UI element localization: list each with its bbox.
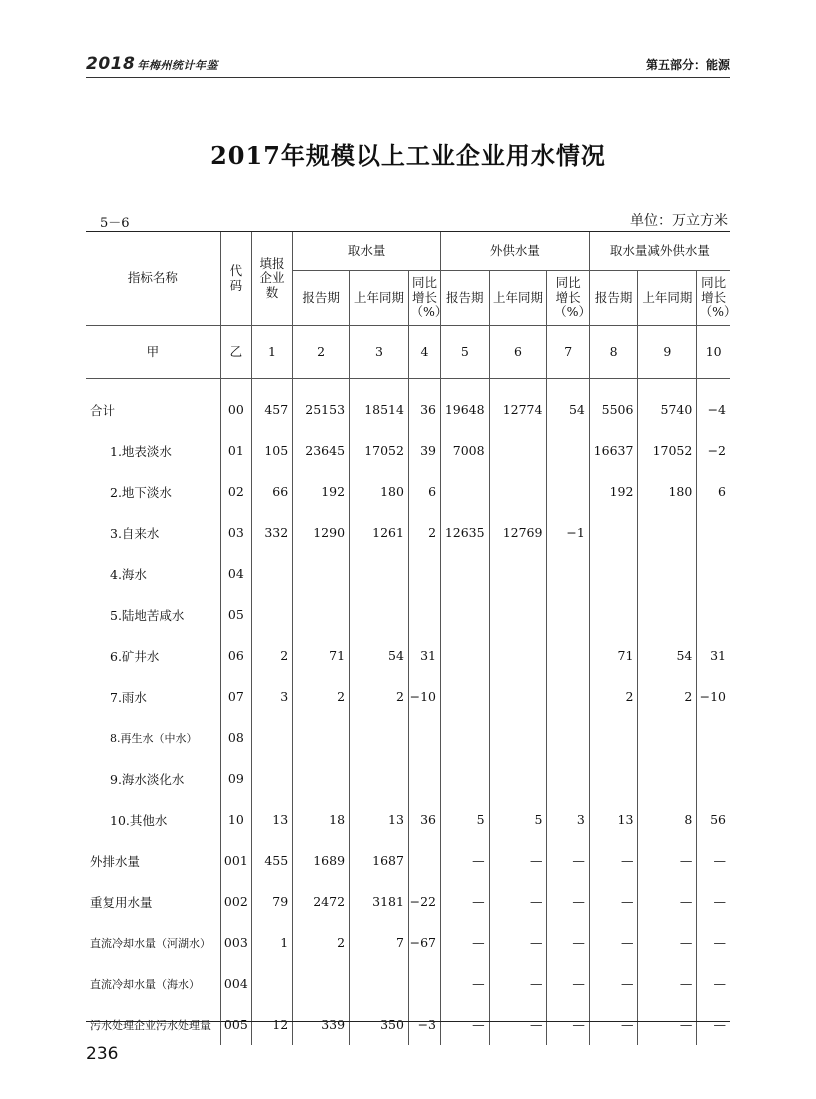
row-value: — (489, 881, 547, 922)
row-value: — (589, 963, 638, 1004)
row-value: 5 (441, 799, 490, 840)
row-value: — (441, 922, 490, 963)
row-value: 2 (638, 676, 697, 717)
row-value: −1 (547, 512, 589, 553)
row-value (251, 594, 292, 635)
row-value (489, 717, 547, 758)
idx-9: 8 (589, 326, 638, 379)
row-value: 71 (293, 635, 350, 676)
row-value (350, 594, 409, 635)
row-value: — (489, 1004, 547, 1045)
col-report-2: 报告期 (441, 271, 490, 326)
row-code: 005 (220, 1004, 251, 1045)
col-enterprises-label: 填报企业数 (259, 255, 285, 300)
row-name: 直流冷却水量（海水） (90, 977, 200, 991)
row-value (697, 594, 730, 635)
row-value: — (489, 963, 547, 1004)
row-value: 13 (350, 799, 409, 840)
table-number: 5－6 (100, 216, 130, 231)
row-value (441, 758, 490, 799)
row-code: 06 (220, 635, 251, 676)
row-value (489, 553, 547, 594)
row-value (293, 758, 350, 799)
row-value: 54 (350, 635, 409, 676)
table-row (86, 379, 730, 431)
header-section: 第五部分：能源 (645, 58, 730, 72)
row-value: −10 (408, 676, 440, 717)
group-supply: 外供水量 (441, 232, 590, 271)
row-value (697, 512, 730, 553)
row-code: 03 (220, 512, 251, 553)
row-code: 10 (220, 799, 251, 840)
row-value (350, 963, 409, 1004)
page-number: 236 (86, 1044, 119, 1064)
water-use-table (86, 231, 737, 1045)
row-value: 455 (251, 840, 292, 881)
row-value: — (547, 922, 589, 963)
row-value (251, 717, 292, 758)
col-report-1: 报告期 (293, 271, 350, 326)
row-name: 9.海水淡化水 (110, 771, 185, 787)
row-value (547, 676, 589, 717)
row-code: 004 (220, 963, 251, 1004)
col-code-label: 代码 (229, 263, 243, 293)
col-growth-2 (547, 271, 592, 326)
idx-5: 4 (408, 326, 440, 379)
row-value (547, 553, 589, 594)
row-value (408, 553, 440, 594)
table-bottom-rule (86, 1021, 730, 1022)
row-value (293, 963, 350, 1004)
row-value: — (638, 881, 697, 922)
row-value: 18514 (350, 379, 409, 431)
row-value: 71 (589, 635, 638, 676)
group-net: 取水量减外供水量 (589, 232, 730, 271)
row-value (408, 717, 440, 758)
table-row (86, 717, 730, 758)
row-name: 4.海水 (110, 566, 147, 582)
col-report-3: 报告期 (589, 271, 638, 326)
header-book-title (86, 54, 218, 74)
row-value: — (547, 1004, 589, 1045)
row-value (441, 471, 490, 512)
row-code: 07 (220, 676, 251, 717)
row-value: −2 (697, 430, 730, 471)
row-value: — (589, 922, 638, 963)
row-code: 02 (220, 471, 251, 512)
row-value: −10 (697, 676, 730, 717)
table-row (86, 594, 730, 635)
col-code (220, 232, 251, 326)
row-value: 332 (251, 512, 292, 553)
row-value: 25153 (293, 379, 350, 431)
row-value: — (697, 963, 730, 1004)
row-value: 36 (408, 379, 440, 431)
row-value (489, 594, 547, 635)
row-value (293, 594, 350, 635)
row-name: 8.再生水（中水） (110, 731, 198, 745)
row-value: 13 (589, 799, 638, 840)
row-value: 2 (408, 512, 440, 553)
table-row (86, 881, 730, 922)
row-value: 3 (547, 799, 589, 840)
row-value (697, 758, 730, 799)
row-value: 7008 (441, 430, 490, 471)
table-row (86, 430, 730, 471)
row-value: 2 (293, 676, 350, 717)
row-value: 39 (408, 430, 440, 471)
row-value: 180 (350, 471, 409, 512)
row-code: 08 (220, 717, 251, 758)
row-value: 192 (293, 471, 350, 512)
row-value (441, 553, 490, 594)
row-value (638, 758, 697, 799)
row-value (408, 840, 440, 881)
row-value: 5 (489, 799, 547, 840)
row-value: 339 (293, 1004, 350, 1045)
row-value: — (697, 1004, 730, 1045)
col-lastyear-2: 上年同期 (489, 271, 547, 326)
header-book-name: 年梅州统计年鉴 (137, 59, 218, 72)
col-growth-3 (697, 271, 737, 326)
row-value: 105 (251, 430, 292, 471)
row-value (697, 553, 730, 594)
row-value: 17052 (638, 430, 697, 471)
row-code: 09 (220, 758, 251, 799)
row-value: — (489, 922, 547, 963)
row-value: 54 (638, 635, 697, 676)
row-value (489, 635, 547, 676)
row-value: — (441, 840, 490, 881)
row-value: −4 (697, 379, 730, 431)
row-name: 7.雨水 (110, 689, 147, 705)
row-name: 3.自来水 (110, 525, 160, 541)
row-value: 1687 (350, 840, 409, 881)
row-value: 1689 (293, 840, 350, 881)
col-enterprises (251, 232, 292, 326)
idx-4: 3 (350, 326, 409, 379)
row-value: 12 (251, 1004, 292, 1045)
row-value: — (489, 840, 547, 881)
row-value (697, 717, 730, 758)
row-value: 2 (350, 676, 409, 717)
row-value (251, 963, 292, 1004)
row-value: 2 (589, 676, 638, 717)
row-name: 1.地表淡水 (110, 443, 172, 459)
row-value (589, 758, 638, 799)
row-value: 12774 (489, 379, 547, 431)
row-value (489, 471, 547, 512)
row-value: — (441, 963, 490, 1004)
row-value: — (638, 963, 697, 1004)
row-value: −22 (408, 881, 440, 922)
col-growth-1-label: 同比增长（%） (410, 275, 448, 320)
row-value (350, 553, 409, 594)
row-value: 350 (350, 1004, 409, 1045)
row-value (589, 717, 638, 758)
row-value (589, 512, 638, 553)
row-value: 1 (251, 922, 292, 963)
row-value: 3181 (350, 881, 409, 922)
row-value (489, 430, 547, 471)
row-value: — (697, 922, 730, 963)
idx-10: 9 (638, 326, 697, 379)
unit-label: 单位：万立方米 (630, 213, 728, 229)
row-value (293, 553, 350, 594)
row-value (638, 594, 697, 635)
row-value: 2 (293, 922, 350, 963)
row-value (441, 717, 490, 758)
row-value: −3 (408, 1004, 440, 1045)
row-value (441, 676, 490, 717)
row-code: 001 (220, 840, 251, 881)
row-value (489, 676, 547, 717)
row-code: 01 (220, 430, 251, 471)
row-value: — (441, 1004, 490, 1045)
row-value: 56 (697, 799, 730, 840)
row-value: 6 (408, 471, 440, 512)
row-value (350, 717, 409, 758)
row-value: 192 (589, 471, 638, 512)
header-year: 2018 (86, 54, 136, 74)
idx-6: 5 (441, 326, 490, 379)
row-value (638, 512, 697, 553)
row-name: 直流冷却水量（河湖水） (90, 936, 211, 950)
idx-2: 1 (251, 326, 292, 379)
row-value: 5506 (589, 379, 638, 431)
row-value (251, 553, 292, 594)
col-indicator: 指标名称 (86, 232, 220, 326)
row-value: 66 (251, 471, 292, 512)
row-value: — (441, 881, 490, 922)
row-name: 5.陆地苦咸水 (110, 607, 185, 623)
row-value: 6 (697, 471, 730, 512)
row-value (441, 594, 490, 635)
row-value (547, 717, 589, 758)
row-value: 23645 (293, 430, 350, 471)
table-row (86, 799, 730, 840)
row-name: 合计 (90, 402, 116, 418)
row-value (547, 594, 589, 635)
row-value: — (589, 1004, 638, 1045)
row-value: — (589, 840, 638, 881)
page-title: 2017年规模以上工业企业用水情况 (210, 141, 606, 170)
row-value (350, 758, 409, 799)
idx-0: 甲 (86, 326, 220, 379)
row-value (408, 758, 440, 799)
row-code: 002 (220, 881, 251, 922)
row-code: 04 (220, 553, 251, 594)
row-value: 1290 (293, 512, 350, 553)
row-name: 污水处理企业污水处理量 (90, 1018, 211, 1032)
row-code: 003 (220, 922, 251, 963)
row-value: 12635 (441, 512, 490, 553)
row-value: — (638, 840, 697, 881)
row-value (547, 758, 589, 799)
row-value: — (547, 963, 589, 1004)
row-value: 5740 (638, 379, 697, 431)
row-value: 2472 (293, 881, 350, 922)
col-growth-2-label: 同比增长（%） (554, 275, 592, 320)
row-name: 2.地下淡水 (110, 484, 172, 500)
row-value: 8 (638, 799, 697, 840)
col-lastyear-3: 上年同期 (638, 271, 697, 326)
row-value: — (547, 840, 589, 881)
row-value (547, 430, 589, 471)
row-value: 16637 (589, 430, 638, 471)
table-body (86, 379, 730, 1046)
row-value (441, 635, 490, 676)
table-row (86, 512, 730, 553)
row-value (638, 717, 697, 758)
row-value: 19648 (441, 379, 490, 431)
row-code: 00 (220, 379, 251, 431)
group-intake: 取水量 (293, 232, 441, 271)
row-value: 31 (408, 635, 440, 676)
table-row (86, 553, 730, 594)
row-value (547, 635, 589, 676)
row-name: 重复用水量 (90, 894, 153, 910)
row-value: 18 (293, 799, 350, 840)
row-value: — (638, 922, 697, 963)
row-value: — (697, 881, 730, 922)
row-value (489, 758, 547, 799)
table-row (86, 840, 730, 881)
idx-7: 6 (489, 326, 547, 379)
row-value: 13 (251, 799, 292, 840)
row-value (408, 594, 440, 635)
table-row (86, 635, 730, 676)
row-code: 05 (220, 594, 251, 635)
row-value (589, 594, 638, 635)
col-lastyear-1: 上年同期 (350, 271, 409, 326)
row-value (547, 471, 589, 512)
row-value: — (697, 840, 730, 881)
row-value: 54 (547, 379, 589, 431)
idx-11: 10 (697, 326, 730, 379)
col-growth-1 (408, 271, 448, 326)
row-value: 31 (697, 635, 730, 676)
running-header (86, 54, 730, 76)
row-value (589, 553, 638, 594)
row-value: 3 (251, 676, 292, 717)
table-row (86, 676, 730, 717)
table-row (86, 963, 730, 1004)
row-name: 10.其他水 (110, 812, 168, 828)
row-value: −67 (408, 922, 440, 963)
table-row (86, 922, 730, 963)
row-value: 79 (251, 881, 292, 922)
row-value (638, 553, 697, 594)
row-value: 12769 (489, 512, 547, 553)
row-value: — (589, 881, 638, 922)
row-value (293, 717, 350, 758)
row-value: 2 (251, 635, 292, 676)
idx-8: 7 (547, 326, 589, 379)
row-value (408, 963, 440, 1004)
table-row (86, 471, 730, 512)
row-value: 1261 (350, 512, 409, 553)
header-rule (86, 77, 730, 78)
row-value: — (547, 881, 589, 922)
row-value: 17052 (350, 430, 409, 471)
row-value: — (638, 1004, 697, 1045)
table-row (86, 1004, 730, 1045)
row-value: 36 (408, 799, 440, 840)
idx-1: 乙 (220, 326, 251, 379)
row-name: 外排水量 (90, 853, 141, 869)
table-row (86, 758, 730, 799)
row-value: 180 (638, 471, 697, 512)
idx-3: 2 (293, 326, 350, 379)
row-name: 6.矿井水 (110, 648, 160, 664)
col-growth-3-label: 同比增长（%） (699, 275, 737, 320)
row-value: 7 (350, 922, 409, 963)
row-value (251, 758, 292, 799)
row-value: 457 (251, 379, 292, 431)
